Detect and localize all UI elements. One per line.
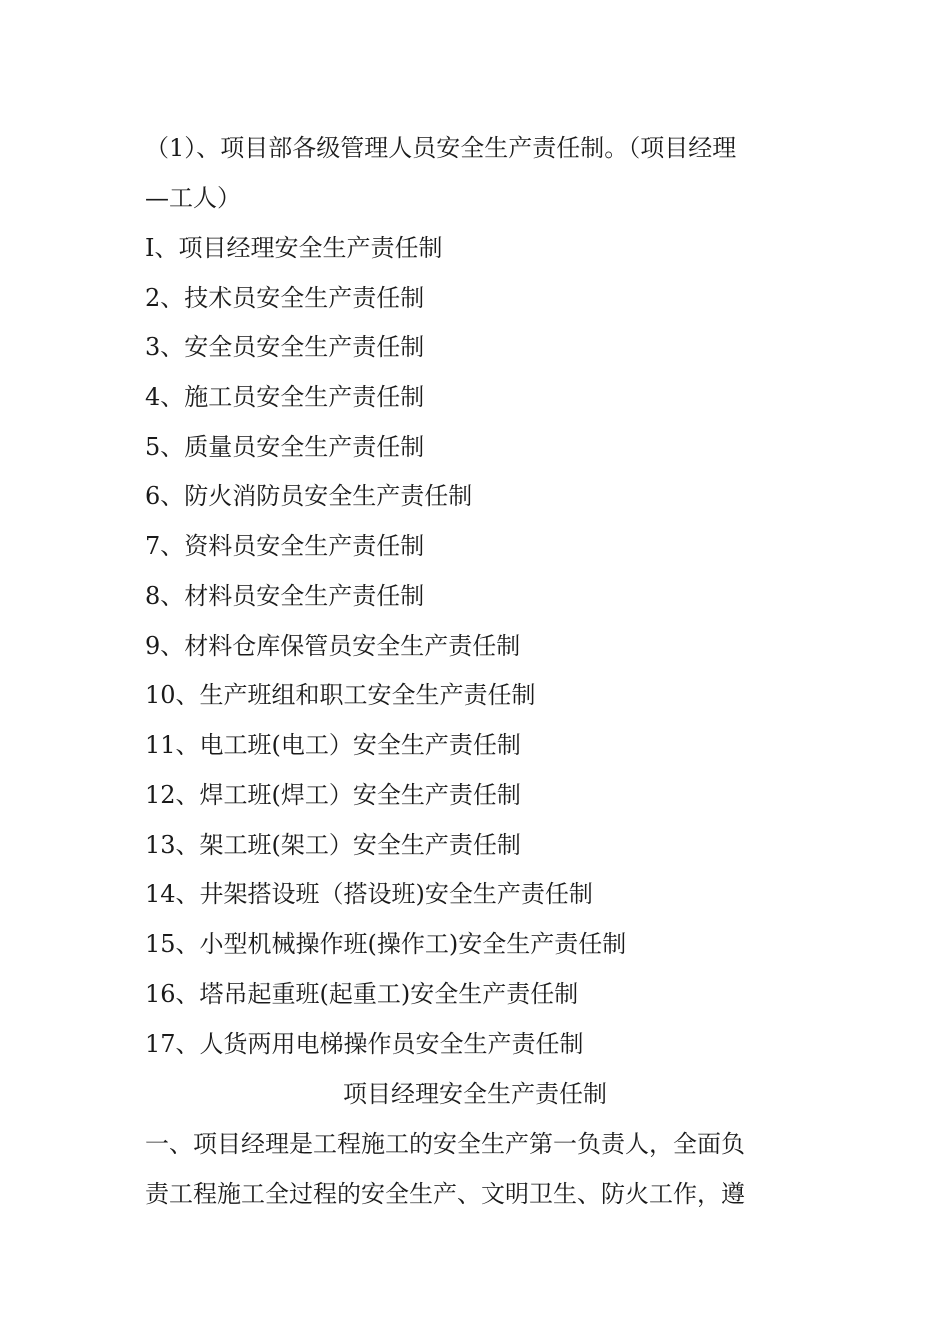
intro-line-2: —工人） [145, 184, 241, 212]
list-item-17: 17、人货两用电梯操作员安全生产责任制 [145, 1030, 584, 1058]
list-item-12: 12、焊工班(焊工）安全生产责任制 [145, 781, 521, 809]
paragraph-line-2: 责工程施工全过程的安全生产、文明卫生、防火工作，遵 [145, 1180, 745, 1208]
paragraph-line-1: 一、项目经理是工程施工的安全生产第一负责人，全面负 [145, 1130, 745, 1158]
section-title: 项目经理安全生产责任制 [343, 1080, 607, 1108]
list-item-14: 14、井架搭设班（搭设班)安全生产责任制 [145, 880, 593, 908]
list-item-5: 5、质量员安全生产责任制 [145, 433, 425, 461]
list-item-1: I、项目经理安全生产责任制 [145, 234, 443, 262]
list-item-2: 2、技术员安全生产责任制 [145, 284, 425, 312]
list-item-3: 3、安全员安全生产责任制 [145, 333, 425, 361]
list-item-13: 13、架工班(架工）安全生产责任制 [145, 831, 521, 859]
list-item-6: 6、防火消防员安全生产责任制 [145, 482, 473, 510]
list-item-4: 4、施工员安全生产责任制 [145, 383, 425, 411]
list-item-10: 10、生产班组和职工安全生产责任制 [145, 681, 536, 709]
list-item-15: 15、小型机械操作班(操作工)安全生产责任制 [145, 930, 627, 958]
list-item-16: 16、塔吊起重班(起重工)安全生产责任制 [145, 980, 579, 1008]
list-item-9: 9、材料仓库保管员安全生产责任制 [145, 632, 521, 660]
list-item-11: 11、电工班(电工）安全生产责任制 [145, 731, 521, 759]
list-item-8: 8、材料员安全生产责任制 [145, 582, 425, 610]
list-item-7: 7、资料员安全生产责任制 [145, 532, 425, 560]
intro-line-1: （1）、项目部各级管理人员安全生产责任制。（项目经理 [145, 134, 737, 162]
